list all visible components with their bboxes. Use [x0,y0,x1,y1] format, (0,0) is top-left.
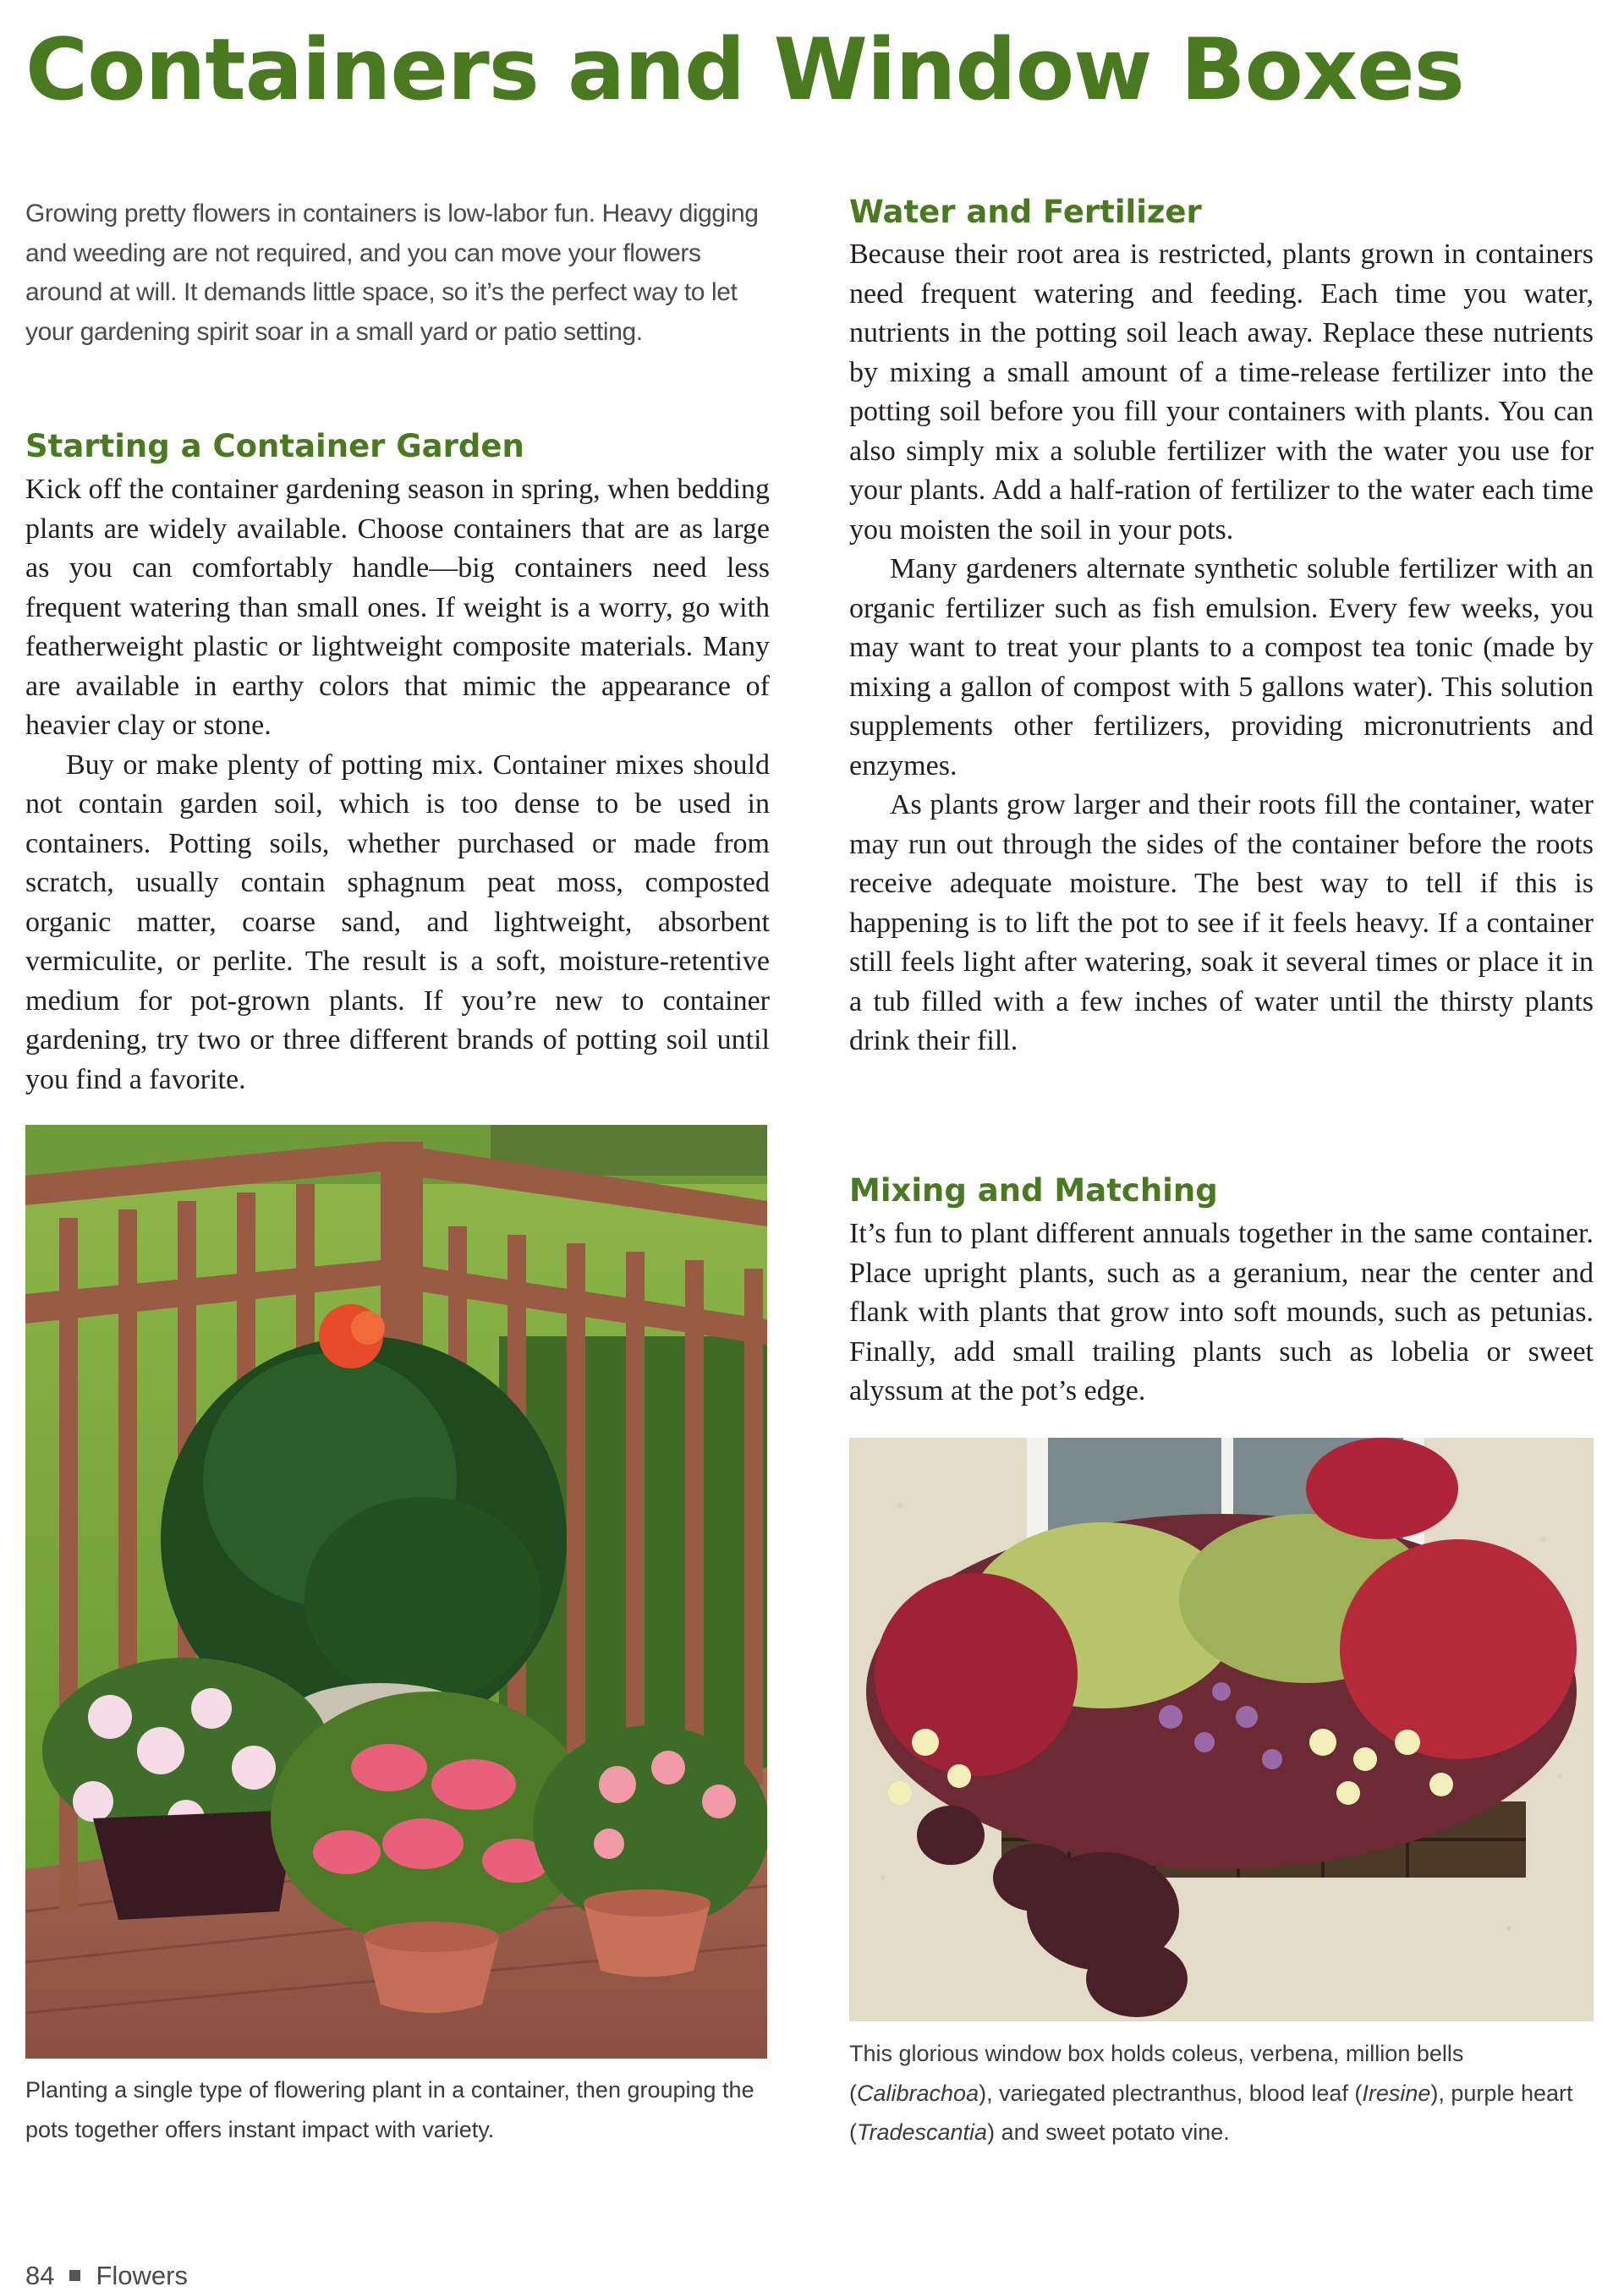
window-box-caption: This glorious window box holds coleus, verbena, million bells (Calibrachoa), variegated plectranthus, blood leaf (Iresine), purple heart (Tradescantia) and sweet potato vine. [849,2041,1573,2145]
deck-photo-caption: Planting a single type of flowering plant in a container, then grouping the pots together offers instant impact with variety. [25,2077,754,2142]
heading-water-and-fertilizer: Water and Fertilizer [849,194,1202,230]
footer-bullet [69,2270,80,2281]
intro-paragraph: Growing pretty flowers in containers is low-labor fun. Heavy digging and weeding are not required, and you can move your flowers around at will. It demands little space, so it’s the perfect way to let your gardening spirit soar in a small yard or patio setting. [25,200,759,346]
heading-mixing-and-matching: Mixing and Matching [849,1172,1218,1209]
starting-paragraph-1: Kick off the container gardening season in spring, when bedding plants are widely available. Choose containers that are as large as you can comfortably handle—big containers need less frequent watering than small ones. If weight is a worry, go with featherweight plastic or lightweight composite materials. Many are available in earthy colors that mimic the appearance of heavier clay or stone. [25,474,770,741]
water-paragraph-3: As plants grow larger and their roots fill the container, water may run out through the sides of the container before the roots receive adequate moisture. The best way to tell if this is happening is to lift the pot to see if it feels heavy. If a container still feels light after watering, soak it several times or place it in a tub filled with a few inches of water until the thirsty plants drink their fill. [849,789,1594,1056]
page-number: 84 [25,2261,55,2290]
window-box-photo [849,1438,1594,2021]
plant-name-iresine: Iresine [1362,2080,1431,2106]
water-paragraph-2: Many gardeners alternate synthetic soluble fertilizer with an organic fertilizer such as fish emulsion. Every few weeks, you may want to treat your plants to a compost tea tonic (made by mixing a gallon of compost with 5 gallons water). This solution supplements other fertilizers, providing micronutrients and enzymes. [849,553,1594,781]
page-title: Containers and Window Boxes [25,19,1464,119]
plant-name-tradescantia: Tradescantia [857,2119,988,2145]
page-footer [25,2260,188,2292]
deck-container-photo [25,1125,767,2059]
starting-paragraph-2: Buy or make plenty of potting mix. Container mixes should not contain garden soil, which is too dense to be used in containers. Potting soils, whether purchased or made from scratch, usually contain sphagnum peat moss, composted organic matter, coarse sand, and lightweight, absorbent vermiculite, or perlite. The result is a soft, moisture-retentive medium for pot-grown plants. If you’re new to container gardening, try two or three different brands of potting soil until you find a favorite. [25,748,770,1095]
heading-starting-container-garden: Starting a Container Garden [25,428,524,464]
water-and-fertilizer-text [849,235,1594,1061]
water-paragraph-1: Because their root area is restricted, plants grown in containers need frequent watering and feeding. Each time you water, nutrients in the potting soil leach away. Replace these nutrients by mixing a small amount of a time-release fertilizer into the potting soil before you fill your containers with plants. You can also simply mix a soluble fertilizer with the water you use for your plants. Add a half-ration of fertilizer to the water each time you moisten the soil in your pots. [849,239,1594,546]
starting-container-garden-text [25,470,770,1099]
mixing-and-matching-text [849,1215,1594,1412]
plant-name-calibrachoa: Calibrachoa [857,2080,979,2106]
mixing-paragraph-1: It’s fun to plant different annuals together in the same container. Place upright plants, such as a geranium, near the center and flank with plants that grow into soft mounds, such as petunias. Finally, add small trailing plants such as lobelia or sweet alyssum at the pot’s edge. [849,1218,1594,1406]
footer-section-name: Flowers [96,2261,188,2290]
